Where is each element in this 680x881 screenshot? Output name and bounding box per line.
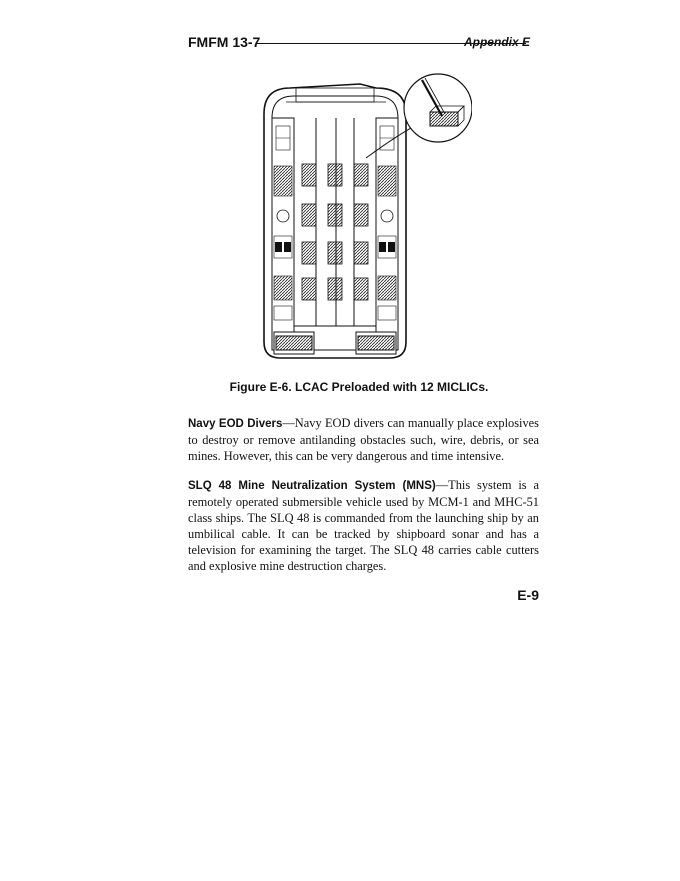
miclic-unit bbox=[302, 278, 316, 300]
left-deckhouse bbox=[272, 118, 294, 350]
figure-caption: Figure E-6. LCAC Preloaded with 12 MICLICs. bbox=[229, 380, 489, 394]
miclic-unit bbox=[328, 242, 342, 264]
miclic-unit bbox=[302, 164, 316, 186]
header-appendix: Appendix E bbox=[463, 35, 530, 49]
page-number: E-9 bbox=[517, 587, 539, 603]
miclic-unit bbox=[328, 164, 342, 186]
paragraph-lead: SLQ 48 Mine Neutralization System (MNS) bbox=[188, 480, 436, 492]
miclic-unit bbox=[302, 242, 316, 264]
paragraph-navy-eod-divers bbox=[188, 415, 539, 464]
miclic-unit bbox=[354, 204, 368, 226]
miclic-unit bbox=[328, 204, 342, 226]
paragraph-slq48-mns bbox=[188, 477, 539, 574]
paragraph-body: —Navy EOD divers can manually place explosives to destroy or remove antilanding obstacles such, wire, debris, or sea mines. However, this can be very dangerous and time intensive. bbox=[188, 416, 540, 463]
lcac-figure bbox=[246, 66, 472, 370]
miclic-unit bbox=[354, 278, 368, 300]
cargo-deck bbox=[294, 118, 376, 350]
right-deckhouse bbox=[376, 118, 398, 350]
lcac-diagram bbox=[246, 66, 472, 370]
paragraph-body: —This system is a remotely operated submersible vehicle used by MCM-1 and MHC-51 class ships. The SLQ 48 is commanded from the launching ship by an umbilical cable. It can be tracked by shipboard sonar and has a television for examining the target. The SLQ 48 carries cable cutters and explosive mine destruction charges. bbox=[188, 478, 540, 573]
miclic-unit bbox=[302, 204, 316, 226]
miclic-unit bbox=[354, 164, 368, 186]
miclic-units bbox=[302, 164, 368, 300]
miclic-unit bbox=[328, 278, 342, 300]
miclic-detail-inset bbox=[404, 74, 472, 142]
header-manual-id: FMFM 13-7 bbox=[188, 34, 261, 50]
miclic-unit bbox=[354, 242, 368, 264]
bow-ramp bbox=[296, 88, 374, 102]
stern-propulsors bbox=[274, 332, 396, 354]
paragraph-lead: Navy EOD Divers bbox=[188, 418, 283, 430]
